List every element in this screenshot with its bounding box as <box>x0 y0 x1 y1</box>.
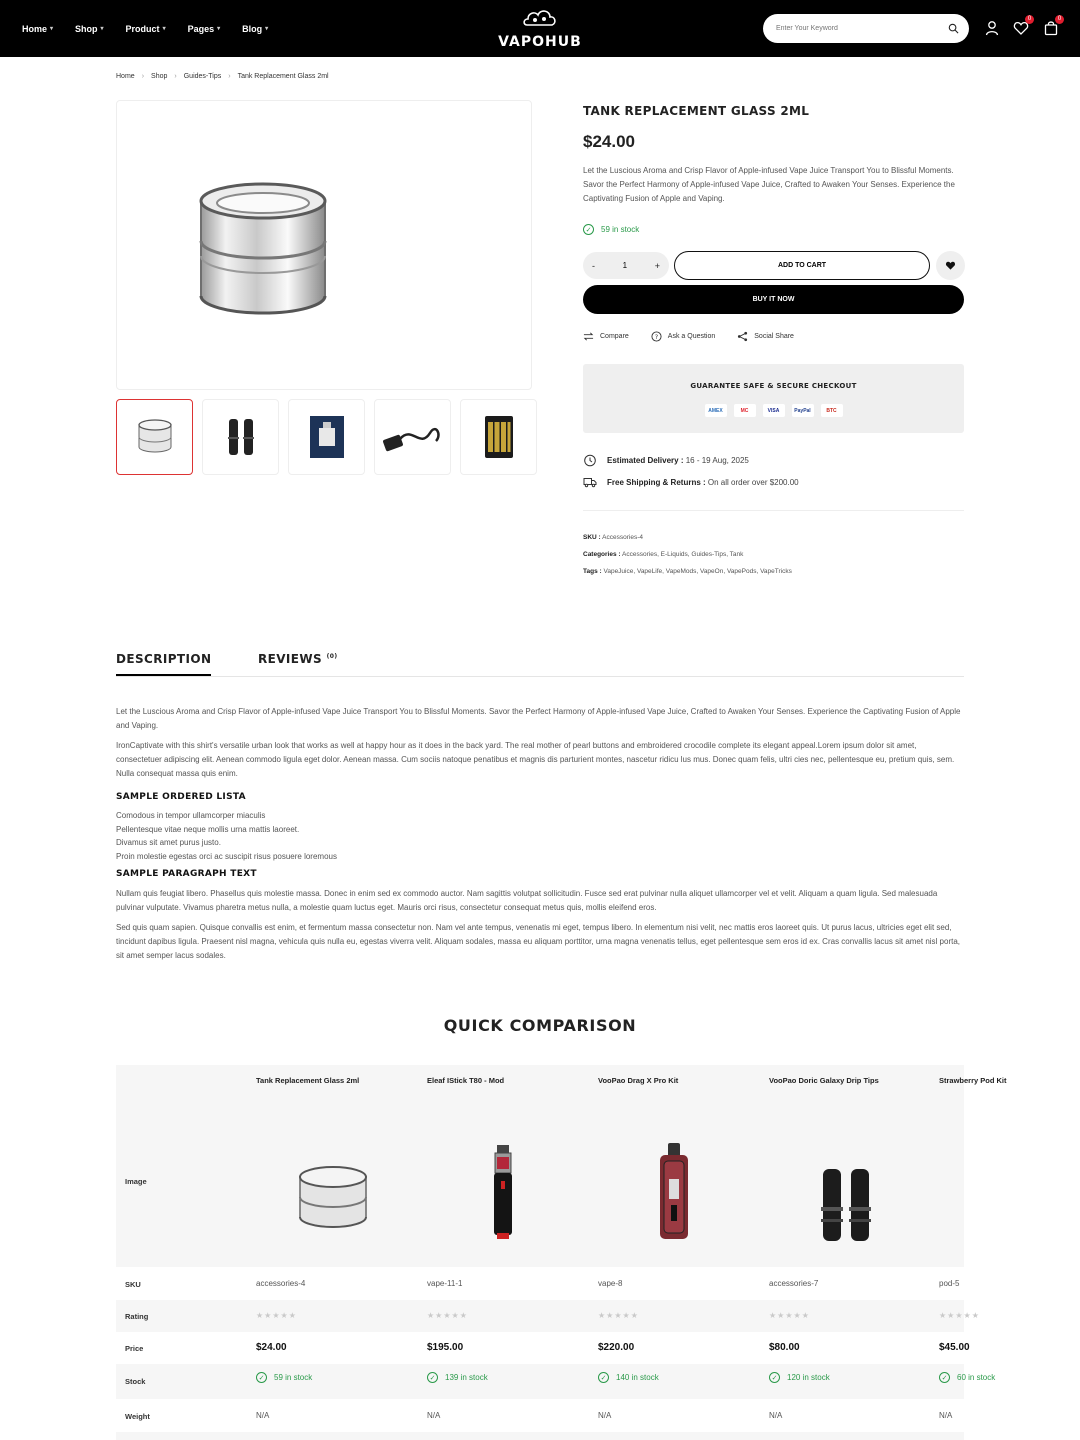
product-categories <box>583 551 743 558</box>
row-label-stock: Stock <box>125 1377 146 1386</box>
row-label-price: Price <box>125 1344 144 1353</box>
compare-sku: accessories-7 <box>769 1279 819 1288</box>
comparison-stock-row <box>116 1364 996 1399</box>
comparison-price-row <box>116 1332 970 1364</box>
pod-kit-image[interactable] <box>624 1125 724 1255</box>
glass-tank-thumb <box>133 415 177 459</box>
compare-price: $220.00 <box>598 1342 635 1353</box>
comparison-title: QUICK COMPARISON <box>443 1016 637 1035</box>
amex-icon: AMEX <box>705 404 727 417</box>
estimated-delivery <box>583 453 749 467</box>
secure-checkout-box <box>583 364 964 433</box>
svg-text:?: ? <box>654 332 658 341</box>
usb-charger-thumb <box>380 415 446 459</box>
nav-product-label: Product <box>125 23 160 34</box>
categories-value[interactable]: Accessories, E-Liquids, Guides-Tips, Tank <box>622 551 744 558</box>
categories-label: Categories : <box>583 551 621 558</box>
compare-stock <box>256 1372 312 1383</box>
breadcrumb-shop[interactable]: Shop <box>151 73 168 80</box>
comparison-next-row <box>116 1432 964 1440</box>
nav-home[interactable] <box>22 24 53 34</box>
row-label-sku: SKU <box>125 1280 141 1289</box>
compare-price: $80.00 <box>769 1342 800 1353</box>
nav-blog[interactable] <box>242 24 268 34</box>
compare-price: $195.00 <box>427 1342 464 1353</box>
compare-sku: pod-5 <box>939 1279 960 1288</box>
qty-input[interactable] <box>615 261 635 270</box>
breadcrumb-current: Tank Replacement Glass 2ml <box>237 73 329 80</box>
chevron-down-icon: ▾ <box>162 26 166 32</box>
paragraph-heading: SAMPLE PARAGRAPH TEXT <box>116 869 257 879</box>
chevron-right-icon: › <box>174 73 177 80</box>
ask-question-label: Ask a Question <box>667 333 716 340</box>
product-short-description: Let the Luscious Aroma and Crisp Flavor of Apple-infused Vape Juice Transport You to Blissful Moments. Savor the Perfect Harmony of Apple-infused Vape Juice, Crafted to Awaken Your Senses. Experience the Captivating Fusion of Apple and Vaping. <box>583 166 955 203</box>
sku-value: Accessories-4 <box>602 534 643 541</box>
battery-charger-thumb <box>481 414 517 460</box>
product-tags <box>583 568 792 575</box>
sku-label: SKU : <box>583 534 601 541</box>
vape-mod-image[interactable] <box>453 1125 553 1255</box>
comparison-table <box>116 1065 1007 1440</box>
compare-stock <box>939 1372 995 1383</box>
heart-icon <box>945 260 956 271</box>
compare-weight: N/A <box>427 1411 441 1420</box>
chevron-right-icon: › <box>228 73 231 80</box>
qty-decrease-button[interactable]: - <box>592 260 595 271</box>
stock-status <box>583 224 639 235</box>
comparison-sku-row <box>116 1267 964 1300</box>
drip-tips-thumb <box>221 415 261 459</box>
chevron-down-icon: ▾ <box>100 26 104 32</box>
check-circle-icon: ✓ <box>598 1372 609 1383</box>
site-logo[interactable] <box>490 7 590 50</box>
product-main-image[interactable] <box>116 100 532 390</box>
compare-stock <box>769 1372 830 1383</box>
star-rating: ★★★★★ <box>939 1311 980 1320</box>
wishlist-button[interactable] <box>1013 16 1032 36</box>
add-to-cart-button[interactable]: ADD TO CART <box>674 251 930 280</box>
comparison-weight-row <box>116 1399 964 1432</box>
breadcrumb-home[interactable]: Home <box>116 73 135 80</box>
compare-label: Compare <box>600 333 629 340</box>
compare-product-name[interactable]: Eleaf IStick T80 - Mod <box>427 1076 505 1085</box>
guarantee-title: GUARANTEE SAFE & SECURE CHECKOUT <box>690 382 857 390</box>
compare-product-name[interactable]: Strawberry Pod Kit <box>939 1076 1007 1085</box>
breadcrumb <box>116 73 329 80</box>
list-item: Proin molestie egestas orci ac suscipit risus posuere loremous <box>116 852 337 861</box>
star-rating: ★★★★★ <box>427 1311 468 1320</box>
check-circle-icon: ✓ <box>939 1372 950 1383</box>
search-input[interactable] <box>776 14 936 43</box>
main-nav <box>22 0 268 57</box>
glass-tank-image <box>117 101 533 391</box>
thumbnail-glass[interactable] <box>116 399 193 475</box>
qty-increase-button[interactable]: + <box>654 260 660 271</box>
payment-methods <box>583 404 964 417</box>
delivery-value: 16 - 19 Aug, 2025 <box>685 455 749 465</box>
free-shipping <box>583 475 799 489</box>
tab-reviews[interactable] <box>258 652 338 666</box>
cart-count-badge: 0 <box>1055 15 1064 24</box>
delivery-label: Estimated Delivery : <box>607 455 684 465</box>
compare-product-name[interactable]: Tank Replacement Glass 2ml <box>256 1076 360 1085</box>
compare-product-name[interactable]: VooPao Doric Galaxy Drip Tips <box>769 1076 879 1085</box>
thumbnail-battery-charger[interactable] <box>460 399 537 475</box>
product-actions <box>583 331 794 342</box>
description-paragraph-2: IronCaptivate with this shirt's versatile urban look that works as well at happy hour as it does in the back yard. The real mother of pearl buttons and embroidered crocodile complete its elegant appeal.Lorem ipsum dolor sit amet, consectetuer adipiscing elit. Aenean commodo ligula eget dolor. Aenean massa. Cum sociis natoque penatibus et magnis dis parturient montes, nascetur ridicu lus mus. Donec quam felis, ultri cies nec, pellentesque eu, pretium quis, sem. Nulla consequat massa quis enim. <box>116 741 955 778</box>
chevron-right-icon: › <box>141 73 145 80</box>
product-price: $24.00 <box>583 132 635 151</box>
compare-link[interactable] <box>583 331 629 342</box>
compare-stock <box>427 1372 488 1383</box>
visa-icon: VISA <box>763 404 785 417</box>
tags-value[interactable]: VapeJuice, VapeLife, VapeMods, VapeOn, VapePods, VapeTricks <box>603 568 792 575</box>
check-circle-icon: ✓ <box>769 1372 780 1383</box>
nav-product[interactable] <box>126 24 166 34</box>
wishlist-count-badge: 0 <box>1025 15 1034 24</box>
thumbnail-box[interactable] <box>288 399 365 475</box>
chevron-down-icon: ▾ <box>217 26 221 32</box>
thumbnail-strip <box>116 399 537 475</box>
cloud-logo-icon <box>521 7 559 31</box>
compare-stock-text: 139 in stock <box>445 1373 488 1382</box>
product-box-thumb <box>308 414 346 460</box>
row-label-image: Image <box>125 1177 147 1186</box>
add-to-wishlist-button[interactable] <box>936 251 965 280</box>
user-icon[interactable] <box>984 20 1000 36</box>
compare-stock-text: 59 in stock <box>274 1373 313 1382</box>
star-rating: ★★★★★ <box>769 1311 810 1320</box>
thumbnail-charger[interactable] <box>374 399 451 475</box>
shipping-value: On all order over $200.00 <box>707 477 799 487</box>
site-header <box>0 0 1080 57</box>
nav-pages-label: Pages <box>187 23 215 34</box>
social-share-label: Social Share <box>754 333 794 340</box>
social-share-link[interactable] <box>737 331 794 342</box>
chevron-down-icon: ▾ <box>50 26 54 32</box>
search-icon[interactable] <box>948 23 959 34</box>
compare-stock-text: 120 in stock <box>787 1373 830 1382</box>
compare-weight: N/A <box>598 1411 612 1420</box>
tags-label: Tags : <box>583 568 602 575</box>
product-tabs <box>116 650 964 677</box>
thumbnail-drip-tips[interactable] <box>202 399 279 475</box>
chevron-down-icon: ▾ <box>265 26 269 32</box>
check-circle-icon: ✓ <box>583 224 594 235</box>
comparison-rating-row <box>116 1300 980 1332</box>
compare-product-name[interactable]: VooPao Drag X Pro Kit <box>598 1076 679 1085</box>
logo-text: VAPOHUB <box>498 34 582 50</box>
nav-shop[interactable] <box>75 24 104 34</box>
truck-icon <box>583 475 597 489</box>
description-paragraph-3: Nullam quis feugiat libero. Phasellus quis molestie massa. Donec in enim sed ex commodo auctor. Nam sagittis volutpat sollicitudin. Fusce sed erat pulvinar nulla aliquet ullamcorper vel et velit. Aliquam a quam ligula. Sed malesuada pulvinar vulputate. Vivamus pharetra metus nulla, a molestie quam luctus eget. Mauris orci risus, consectetur consequat metus quis, mollis eleifend eros. <box>116 889 938 912</box>
star-rating: ★★★★★ <box>256 1311 297 1320</box>
quantity-stepper <box>583 252 669 279</box>
compare-weight: N/A <box>256 1411 270 1420</box>
description-paragraph-1: Let the Luscious Aroma and Crisp Flavor of Apple-infused Vape Juice Transport You to Blissful Moments. Savor the Perfect Harmony of Apple-infused Vape Juice, Crafted to Awaken Your Senses. Experience the Captivating Fusion of Apple and Vaping. <box>116 707 961 730</box>
reviews-count: (0) <box>326 653 338 660</box>
divider <box>583 510 964 511</box>
nav-pages[interactable] <box>188 24 221 34</box>
nav-shop-label: Shop <box>75 23 98 34</box>
row-label-weight: Weight <box>125 1412 150 1421</box>
glass-tank-image[interactable] <box>282 1125 382 1255</box>
share-icon <box>737 331 748 342</box>
compare-price: $24.00 <box>256 1342 287 1353</box>
tab-description[interactable]: DESCRIPTION <box>116 652 212 666</box>
row-label-rating: Rating <box>125 1312 149 1321</box>
compare-stock-text: 140 in stock <box>616 1373 659 1382</box>
compare-weight: N/A <box>769 1411 783 1420</box>
stock-text: 59 in stock <box>601 225 640 234</box>
compare-price: $45.00 <box>939 1342 970 1353</box>
mastercard-icon: MC <box>734 404 756 417</box>
question-circle-icon <box>651 331 662 342</box>
cart-button[interactable] <box>1043 16 1062 36</box>
ask-question-link[interactable] <box>651 331 715 342</box>
list-item: Pellentesque vitae neque mollis urna mattis laoreet. <box>116 825 300 834</box>
bitcoin-icon: BTC <box>821 404 843 417</box>
star-rating: ★★★★★ <box>598 1311 639 1320</box>
list-item: Divamus sit amet purus justo. <box>116 838 221 847</box>
product-title: TANK REPLACEMENT GLASS 2ML <box>583 104 810 118</box>
product-sku <box>583 534 643 541</box>
nav-blog-label: Blog <box>242 23 263 34</box>
nav-home-label: Home <box>22 23 48 34</box>
compare-stock-text: 60 in stock <box>957 1373 996 1382</box>
compare-stock <box>598 1372 659 1383</box>
ordered-list-heading: SAMPLE ORDERED LISTA <box>116 792 246 802</box>
description-paragraph-4: Sed quis quam sapien. Quisque convallis est enim, et fermentum massa consectetur non. Nam vel ante tempus, venenatis mi eget, tempus libero. In elementum nisi velit, nec mattis eros laoreet quis. Ut purus lacus, ultricies eget elit sed, tincidunt dapibus ligula. Praesent nisl magna, vehicula quis nulla eu, egestas viverra velit. Aliquam sodales, massa eu aliquam porttitor, urna magna venenatis tellus, eget pellentesque sem eros id ex. Cras convallis lacus sit amet nisl porta, sit amet semper lacus sodales. <box>116 923 961 960</box>
compare-weight: N/A <box>939 1411 953 1420</box>
check-circle-icon: ✓ <box>427 1372 438 1383</box>
compare-sku: vape-11-1 <box>427 1279 463 1288</box>
check-circle-icon: ✓ <box>256 1372 267 1383</box>
delivery-clock-icon <box>583 453 597 467</box>
list-item: Comodous in tempor ullamcorper miaculis <box>116 811 266 820</box>
drip-tips-image[interactable] <box>795 1125 895 1255</box>
buy-now-button[interactable]: BUY IT NOW <box>583 285 964 314</box>
comparison-image-row <box>116 1065 1007 1267</box>
compare-sku: vape-8 <box>598 1279 623 1288</box>
compare-arrows-icon <box>583 331 594 342</box>
compare-sku: accessories-4 <box>256 1279 306 1288</box>
shipping-label: Free Shipping & Returns : <box>607 477 706 487</box>
tab-reviews-label: REVIEWS <box>258 652 323 666</box>
breadcrumb-category[interactable]: Guides-Tips <box>183 73 222 80</box>
search-box <box>763 14 969 43</box>
paypal-icon: PayPal <box>792 404 814 417</box>
